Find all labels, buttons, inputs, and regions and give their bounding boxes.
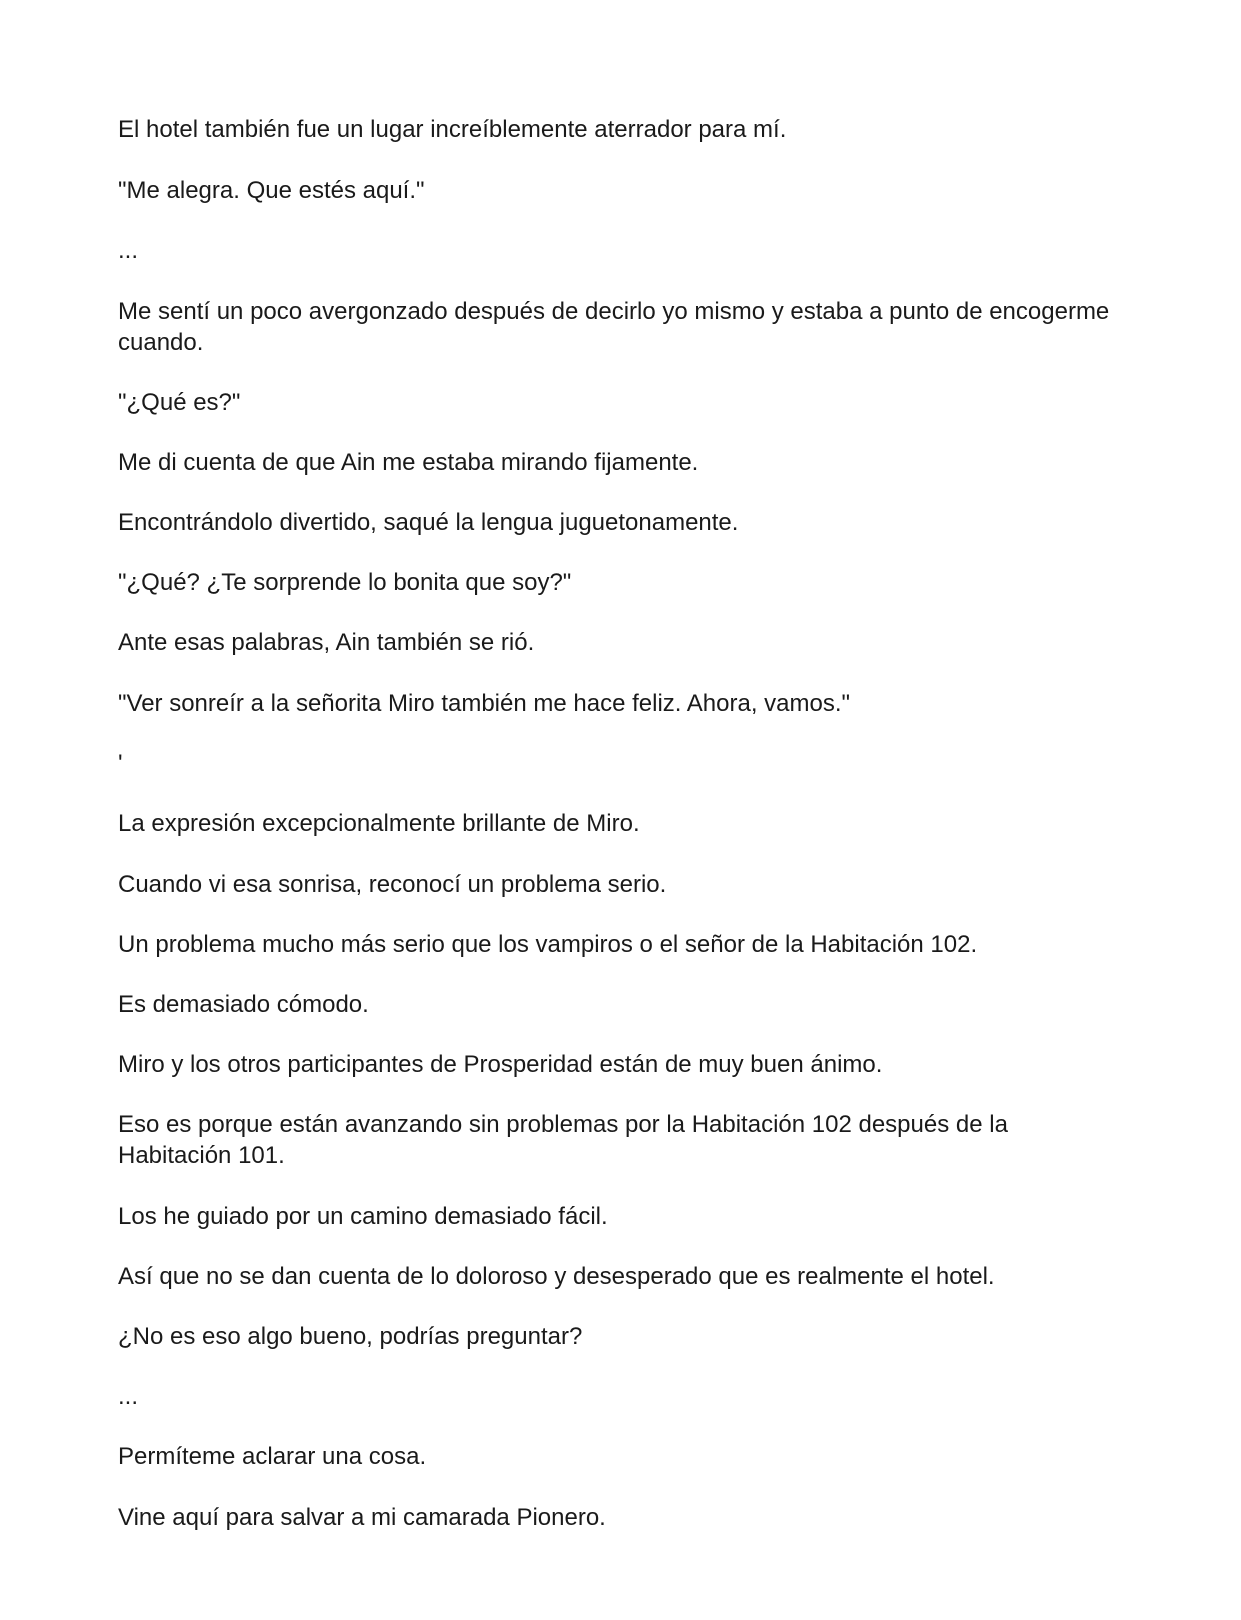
paragraph-17: Eso es porque están avanzando sin problemas por la Habitación 102 después de la Habitación 101. bbox=[118, 1111, 1008, 1169]
paragraph-4: Me sentí un poco avergonzado después de decirlo yo mismo y estaba a punto de encogerme cuando. bbox=[118, 298, 1110, 356]
paragraph-21: ... bbox=[118, 1383, 139, 1410]
paragraph-2: "Me alegra. Que estés aquí." bbox=[118, 177, 425, 204]
paragraph-18: Los he guiado por un camino demasiado fácil. bbox=[118, 1203, 608, 1230]
paragraph-1: El hotel también fue un lugar increíblemente aterrador para mí. bbox=[118, 116, 787, 143]
paragraph-12: La expresión excepcionalmente brillante de Miro. bbox=[118, 810, 640, 837]
paragraph-7: Encontrándolo divertido, saqué la lengua juguetonamente. bbox=[118, 509, 739, 536]
paragraph-8: "¿Qué? ¿Te sorprende lo bonita que soy?" bbox=[118, 569, 572, 596]
paragraph-5: "¿Qué es?" bbox=[118, 389, 241, 416]
paragraph-3: ... bbox=[118, 237, 139, 264]
paragraph-15: Es demasiado cómodo. bbox=[118, 991, 369, 1018]
paragraph-23: Vine aquí para salvar a mi camarada Pionero. bbox=[118, 1504, 606, 1531]
paragraph-11: ' bbox=[118, 750, 123, 777]
paragraph-19: Así que no se dan cuenta de lo doloroso y desesperado que es realmente el hotel. bbox=[118, 1263, 995, 1290]
paragraph-13: Cuando vi esa sonrisa, reconocí un problema serio. bbox=[118, 871, 667, 898]
paragraph-10: "Ver sonreír a la señorita Miro también me hace feliz. Ahora, vamos." bbox=[118, 690, 851, 717]
paragraph-6: Me di cuenta de que Ain me estaba mirando fijamente. bbox=[118, 449, 699, 476]
paragraph-16: Miro y los otros participantes de Prosperidad están de muy buen ánimo. bbox=[118, 1051, 883, 1078]
paragraph-14: Un problema mucho más serio que los vampiros o el señor de la Habitación 102. bbox=[118, 931, 978, 958]
paragraph-20: ¿No es eso algo bueno, podrías preguntar? bbox=[118, 1323, 583, 1350]
paragraph-9: Ante esas palabras, Ain también se rió. bbox=[118, 629, 535, 656]
paragraph-22: Permíteme aclarar una cosa. bbox=[118, 1443, 427, 1470]
